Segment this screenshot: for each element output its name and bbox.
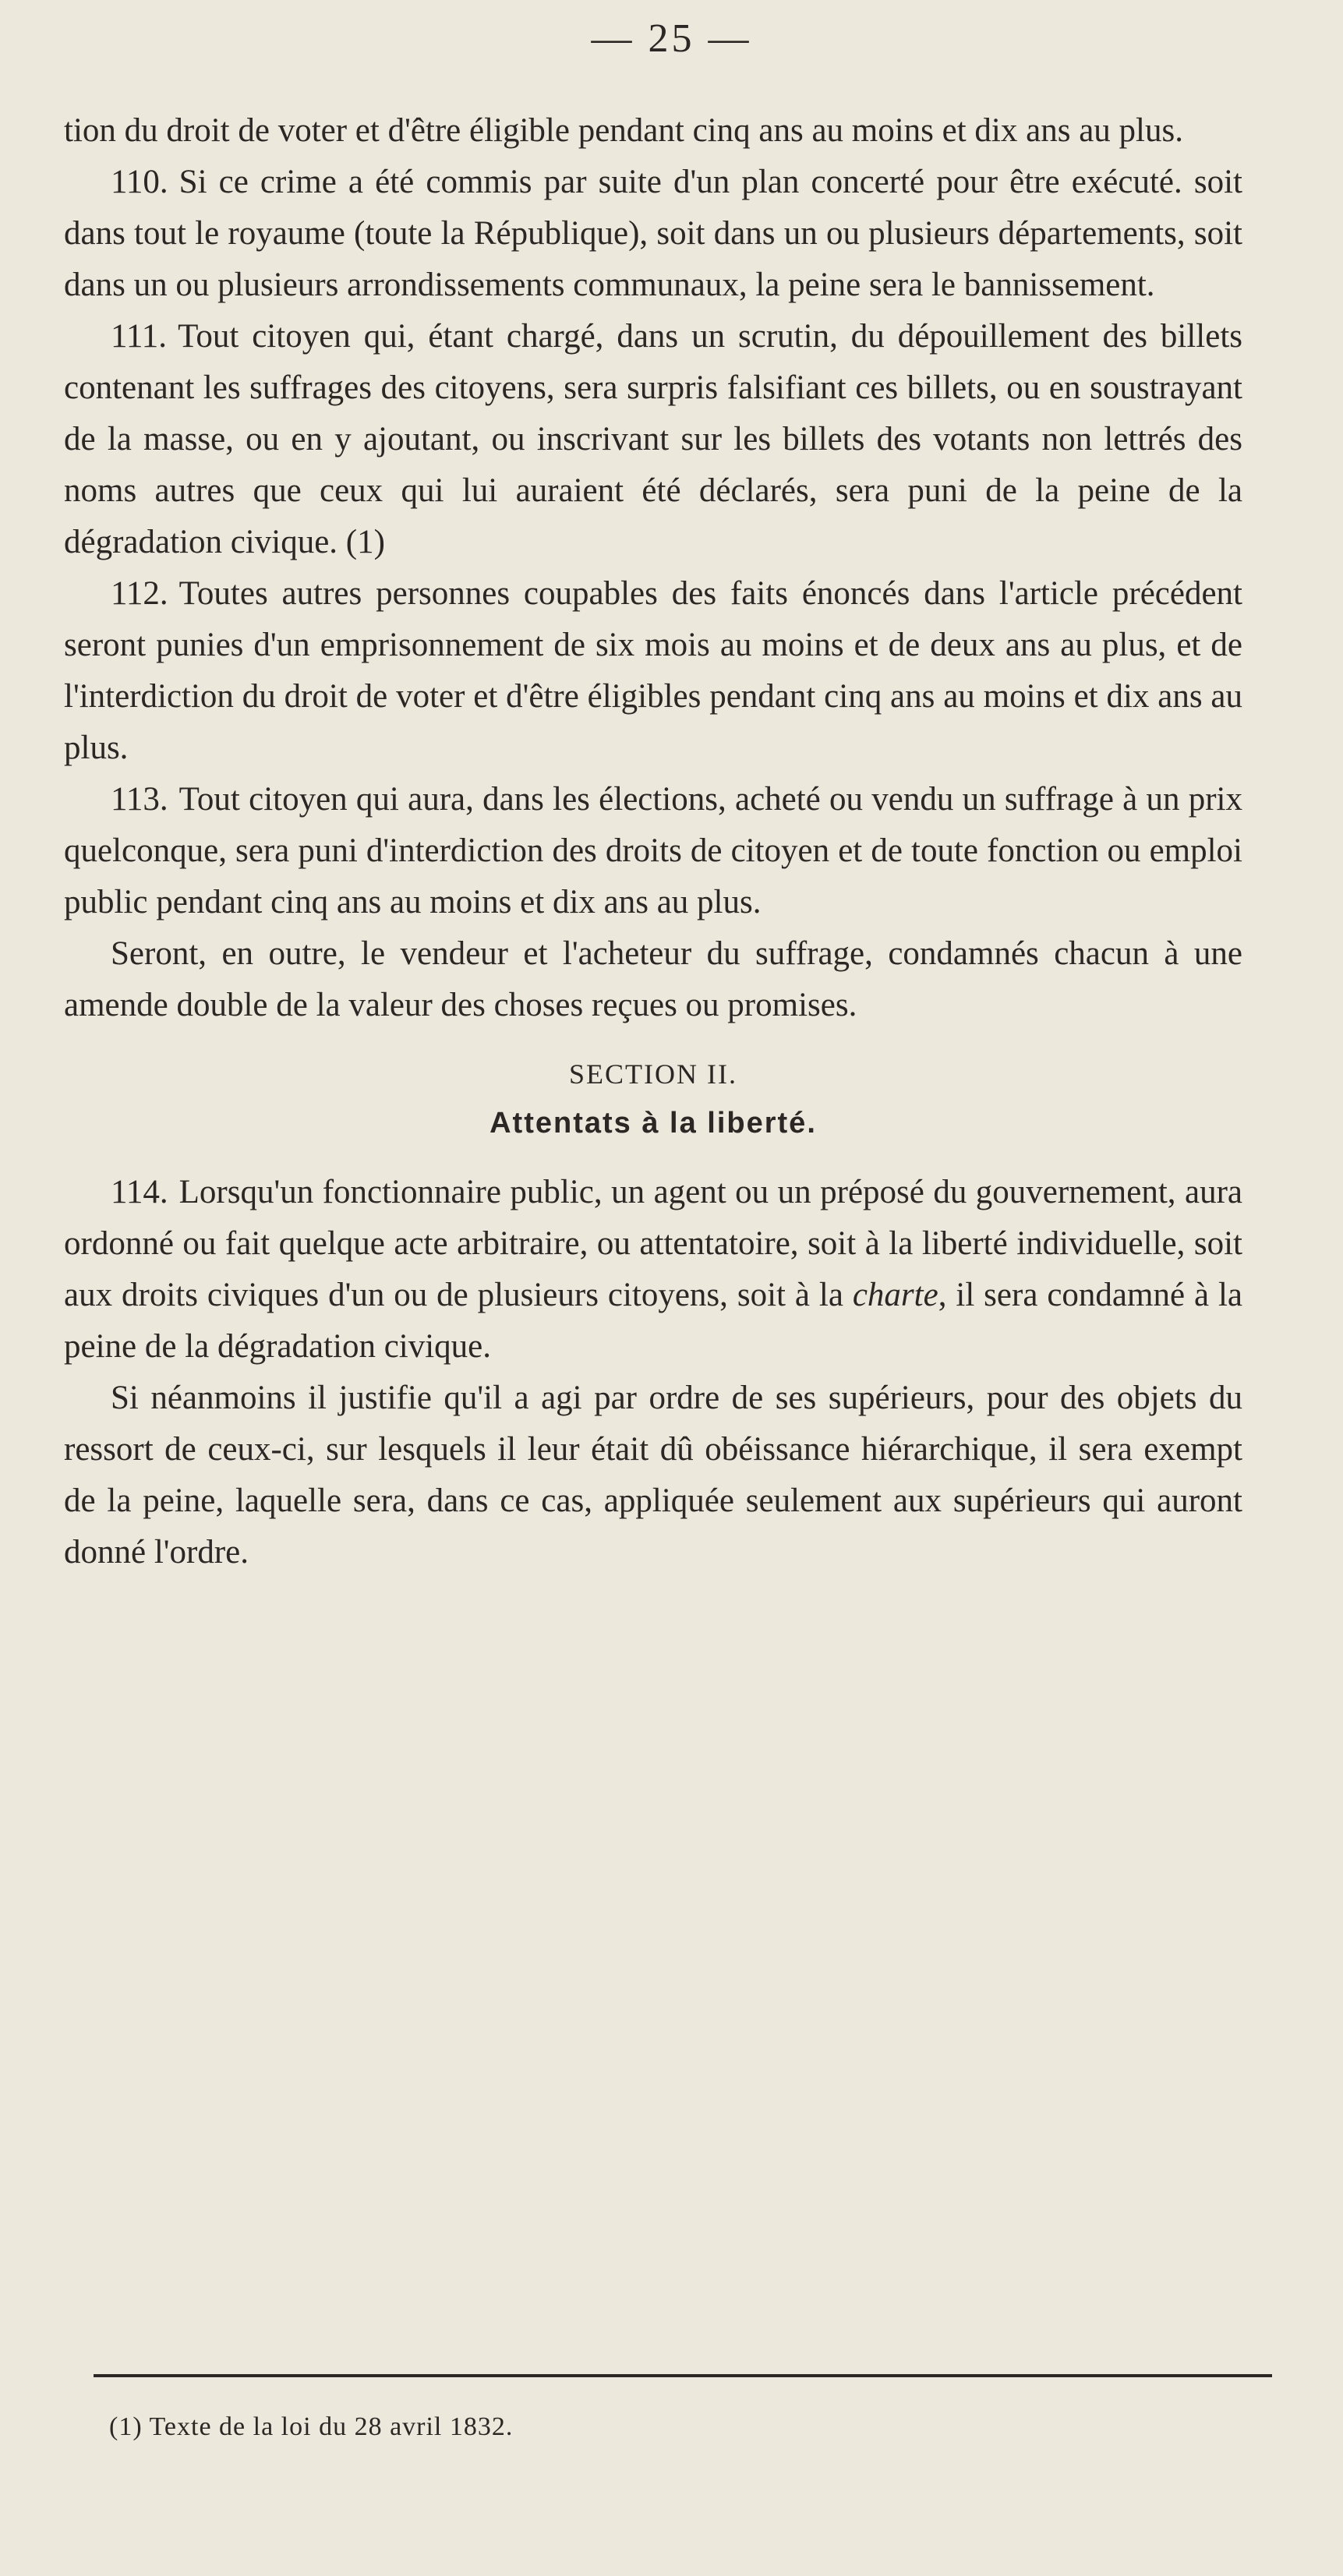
page-number: — 25 —: [591, 16, 752, 61]
article-113-continuation: [64, 928, 1242, 1031]
article-110: [64, 157, 1242, 311]
article-114-continuation: [64, 1373, 1242, 1578]
paragraph-text: Si néanmoins il justifie qu'il a agi par ordre de ses supérieurs, pour des objets du ressort de ceux-ci, sur lesquels il leur était dû obéissance hiérarchique, il sera exempt de la peine, laquelle sera, dans ce cas, appliquée seulement aux supérieurs qui auront donné l'ordre.: [64, 1380, 1242, 1571]
article-text-emphasis: charte: [852, 1277, 938, 1313]
paragraph-continuation: [64, 105, 1242, 157]
article-114: [64, 1167, 1242, 1373]
article-113: [64, 774, 1242, 928]
article-number: 110.: [111, 164, 168, 200]
footnote-rule: [94, 2374, 1272, 2377]
article-text: Tout citoyen qui aura, dans les élections, acheté ou vendu un suffrage à un prix quelconque, sera puni d'interdiction des droits de citoyen et de toute fonction ou emploi public pendant cinq ans au moins et dix ans au plus.: [64, 781, 1242, 921]
article-112: [64, 568, 1242, 774]
article-number: 111.: [111, 318, 168, 355]
article-text: Toutes autres personnes coupables des faits énoncés dans l'article précédent seront punies d'un emprisonnement de six mois au moins et de deux ans au plus, et de l'interdiction du droit de voter et d'être éligibles pendant cinq ans au moins et dix ans au plus.: [64, 575, 1242, 766]
section-title: Attentats à la liberté.: [489, 1107, 817, 1140]
paragraph-text: tion du droit de voter et d'être éligible pendant cinq ans au moins et dix ans au plus.: [64, 112, 1183, 149]
section-label: SECTION II.: [569, 1058, 737, 1090]
footnote: (1) Texte de la loi du 28 avril 1832.: [109, 2412, 514, 2441]
article-number: 113.: [111, 781, 168, 818]
article-text: Si ce crime a été commis par suite d'un plan concerté pour être exécuté. soit dans tout le royaume (toute la République), soit dans un ou plusieurs départements, soit dans un ou plusieurs arrondissements communaux, la peine sera le bannissement.: [64, 164, 1242, 303]
article-111: [64, 311, 1242, 568]
article-text-before: Lorsqu'un fonctionnaire public, un agent ou un préposé du gouvernement, aura ordonné ou fait quelque acte arbitraire, ou attentatoire, soit à la liberté individuelle, soit aux droits civiques d'un ou de plusieurs citoyens, soit à la: [64, 1174, 1242, 1313]
body-text: [64, 105, 1242, 1578]
article-number: 114.: [111, 1174, 168, 1210]
article-text-after: , il sera condamné à la peine de la dégradation civique.: [64, 1277, 1242, 1365]
article-text: Tout citoyen qui, étant chargé, dans un scrutin, du dépouillement des billets contenant les suffrages des citoyens, sera surpris falsifiant ces billets, ou en soustrayant de la masse, ou en y ajoutant, ou inscrivant sur les billets des votants non lettrés des noms autres que ceux qui lui auraient été déclarés, sera puni de la peine de la dégradation civique. (1): [64, 318, 1242, 560]
article-number: 112.: [111, 575, 168, 612]
paragraph-text: Seront, en outre, le vendeur et l'acheteur du suffrage, condamnés chacun à une amende double de la valeur des choses reçues ou promises.: [64, 935, 1242, 1023]
